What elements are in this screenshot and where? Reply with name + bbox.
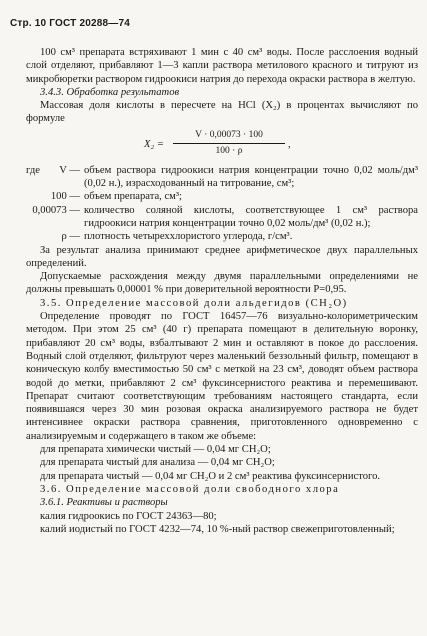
section-heading-3-6: 3.6. Определение массовой доли свободного хлора [40, 483, 340, 495]
paragraph: 100 см³ препарата встряхивают 1 мин с 40 см³ воды. После расслоения водный слой отделяют, прибавляют 1—3 капли раствора метилового красного и титруют из микробюретки раствором гидроокиси натрия до перехода окраски раствора в желтую. [26, 47, 418, 85]
formula-numerator: V · 0,00073 · 100 [173, 129, 285, 144]
formula [26, 128, 418, 162]
definition-text: объем раствора гидроокиси натрия концентрации точно 0,02 моль/дм³ (0,02 н.), израсходованный на титрование, см³; [84, 164, 418, 190]
definition-v [26, 164, 418, 191]
section-heading-3-4-3: 3.4.3. Обработка результатов [40, 86, 180, 98]
definition-text: количество соляной кислоты, соответствующее 1 см³ раствора гидроокиси натрия концентрации точно 0,02 моль/дм³ (0,02 н.); [84, 204, 418, 229]
paragraph: Массовая доля кислоты в пересчете на НСl (X₂) в процентах вычисляют по формуле [26, 100, 418, 125]
list-item: для препарата чистый для анализа — 0,04 мг CH₂O; [40, 457, 275, 469]
definition-rho [26, 230, 418, 243]
section-heading-3-5: 3.5. Определение массовой доли альдегидов (CH₂O) [40, 297, 348, 309]
list-item: калий иодистый по ГОСТ 4232—74, 10 %-ный раствор свежеприготовленный; [40, 523, 395, 535]
definition-text: объем препарата, см³; [84, 191, 183, 203]
definition-symbol: V — [59, 164, 80, 176]
section-heading-3-6-1: 3.6.1. Реактивы и растворы [40, 497, 168, 509]
list-item: для препарата химически чистый — 0,04 мг CH₂O; [40, 444, 271, 456]
definition-symbol: ρ — [61, 231, 80, 243]
definition-symbol: 100 — [50, 191, 80, 203]
definition-coefficient [26, 204, 418, 231]
list-item: калия гидроокись по ГОСТ 24363—80; [40, 510, 217, 522]
formula-definitions [26, 164, 418, 244]
formula-end: , [288, 138, 291, 150]
where-label: где [26, 164, 40, 176]
page-header: Стр. 10 ГОСТ 20288—74 [10, 18, 130, 29]
list-item: для препарата чистый — 0,04 мг CH₂O и 2 см³ реактива фуксинсернистого. [40, 470, 381, 482]
paragraph: Допускаемые расхождения между двумя параллельными определениями не должны превышать 0,00001 % при доверительной вероятности P=0,95. [26, 271, 418, 296]
definition-symbol: 0,00073 — [32, 204, 80, 216]
formula-fraction [173, 129, 285, 159]
definition-100 [26, 190, 418, 203]
formula-denominator: 100 · ρ [215, 146, 243, 157]
formula-lhs: X₂ = [144, 138, 164, 150]
paragraph: Определение проводят по ГОСТ 16457—76 визуально-колориметрическим методом. При этом 25 см³ (40 г) препарата помещают в делительную воронку, прибавляют 20 см³ воды, взбалтывают 2 мин и оставляют в покое до расслоения. Водный слой отделяют, фильтруют через маленький беззольный фильтр, помещают в коническую колбу вместимостью 50 см³ с меткой на 23 см³, доводят объем раствора водой до метки, прибавляют 2 см³ фуксинсернистого реактива и перемешивают. Препарат считают соответствующим требованиям настоящего стандарта, если появившаяся через 30 мин розовая окраска анализируемого раствора не будет интенсивнее окраски раствора сравнения, приготовленного одновременно с анализируемым и содержащего в таком же объеме: [26, 311, 418, 442]
paragraph: За результат анализа принимают среднее арифметическое двух параллельных определений. [26, 244, 418, 269]
document-body [26, 46, 418, 536]
definition-text: плотность четыреххлористого углерода, г/см³. [84, 231, 293, 243]
